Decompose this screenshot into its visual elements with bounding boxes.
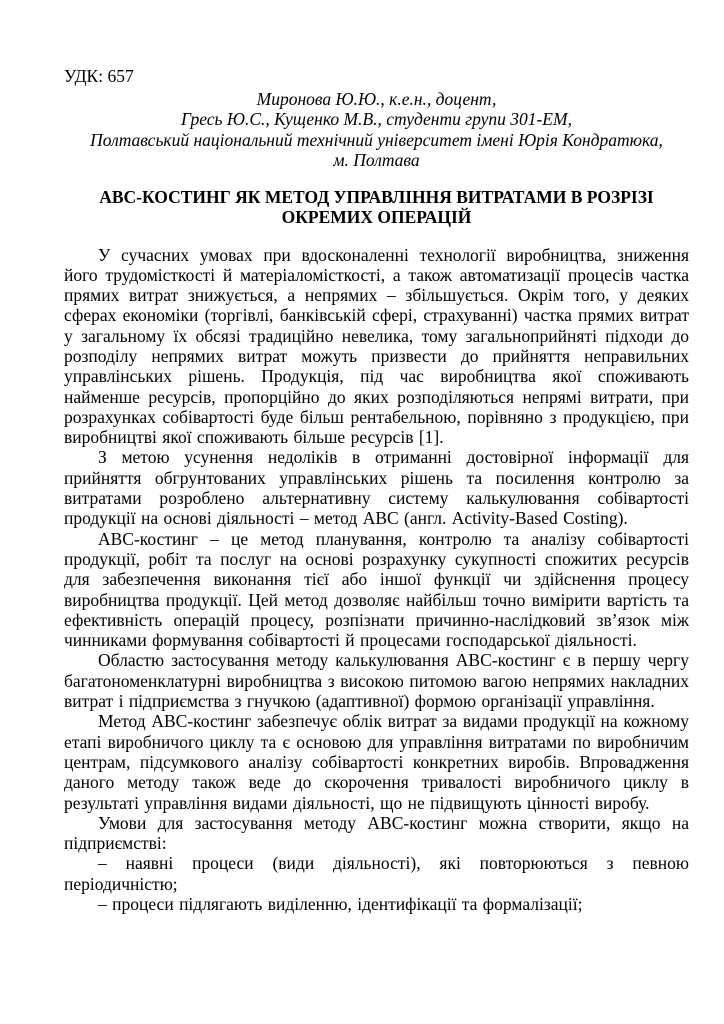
author-affiliation: Полтавський національний технічний університет імені Юрія Кондратюка,: [90, 129, 663, 150]
author-city: м. Полтава: [333, 150, 420, 170]
document-title: АВС-КОСТИНГ ЯК МЕТОД УПРАВЛІННЯ ВИТРАТАМИ В РОЗРІЗІ ОКРЕМИХ ОПЕРАЦІЙ: [99, 186, 654, 227]
author-block: [64, 89, 689, 171]
paragraph-method-benefits: Метод АВС-костинг забезпечує облік витрат за видами продукції на кожному етапі виробничого циклу та є основою для управління витратами по виробничим центрам, підсумкового аналізу собівартості конкретних виробів. Впровадження даного методу також веде до скорочення тривалості виробничого циклу в результаті управління видами діяльності, що не підвищують цінності виробу.: [64, 711, 689, 813]
paragraph-abc-definition: АВС-костинг – це метод планування, контролю та аналізу собівартості продукції, робіт та послуг на основі розрахунку сукупності спожитих ресурсів для забезпечення виконання тієї або іншої функції чи здійснення процесу виробництва продукції. Цей метод дозволяє найбільш точно вимірити вартість та ефективність операцій процесу, розпізнати причинно-наслідковий зв’язок між чинниками формування собівартості й процесами господарської діяльності.: [64, 528, 689, 651]
author-line-1: Миронова Ю.Ю., к.е.н., доцент,: [256, 88, 497, 109]
list-item-1: – наявні процеси (види діяльності), які повторюються з певною періодичністю;: [64, 853, 689, 894]
udc-number: УДК: 657: [64, 66, 134, 86]
author-line-2: Гресь Ю.С., Кущенко М.В., студенти групи 301-ЕМ,: [181, 109, 572, 129]
paragraph-conditions-intro: Умови для застосування методу АВС-костинг можна створити, якщо на підприємстві:: [64, 812, 689, 854]
paragraph-application-area: Областю застосування методу калькулювання АВС-костинг є в першу чергу багатономенклатурні виробництва з високою питомою вагою непрямих накладних витрат і підприємства з гнучкою (адаптивної) формою організації управління.: [64, 650, 689, 712]
paragraph-intro: У сучасних умовах при вдосконаленні технології виробництва, зниження його трудомісткості й матеріаломісткості, а також автоматизації процесів частка прямих витрат знижується, а непрямих – збільшується. Окрім того, у деяких сферах економіки (торгівлі, банківській сфері, страхуванні) частка прямих витрат у загальному їх обсязі традиційно невелика, тому загальноприйняті підходи до розподілу непрямих витрат можуть призвести до прийняття неправильних управлінських рішень. Продукція, під час виробництва якої споживають найменше ресурсів, пропорційно до яких розподіляються непрямі витрати, при розрахунках собівартості буде більш рентабельною, порівняно з продукцією, при виробництві якої споживають більше ресурсів [1].: [64, 244, 689, 448]
list-item-2: – процеси підлягають виділенню, ідентифікації та формалізації;: [98, 894, 583, 914]
paragraph-purpose: З метою усунення недоліків в отриманні достовірної інформації для прийняття обгрунтованих управлінських рішень та посилення контролю за витратами розроблено альтернативну систему калькулювання собівартості продукції на основі діяльності – метод АВС (англ. Activity-Based Costing).: [64, 447, 689, 529]
